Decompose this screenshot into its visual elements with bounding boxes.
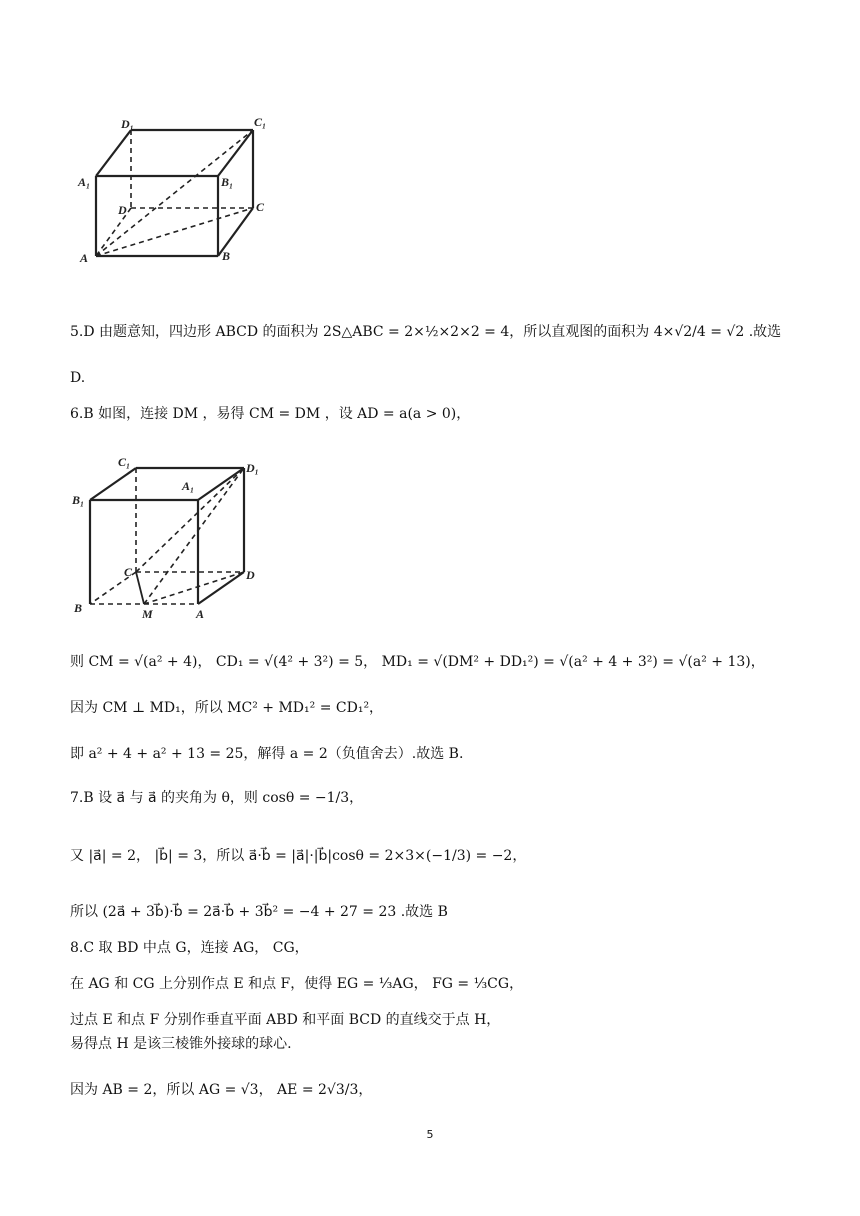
label-C: C — [256, 200, 265, 214]
label-A: A — [196, 607, 205, 621]
label-C: C — [124, 565, 133, 579]
page-number: 5 — [426, 1128, 434, 1141]
solution-5-line-1: 5.D 由题意知，四边形 ABCD 的面积为 2S△ABC = 2×½×2×2 = 4，所以直观图的面积为 4×√2/4 = √2 .故选 — [70, 324, 782, 340]
solution-8-line-4: 易得点 H 是该三棱锥外接球的球心. — [70, 1036, 292, 1052]
box-diagram-2 — [66, 452, 276, 622]
label-C1: C₁ — [254, 115, 267, 129]
label-A1: A₁ — [78, 175, 91, 189]
label-C1: C₁ — [118, 455, 131, 469]
solution-6-line-3: 因为 CM ⊥ MD₁，所以 MC² + MD₁² = CD₁²， — [70, 700, 384, 716]
solution-8-line-1: 8.C 取 BD 中点 G，连接 AG， CG， — [70, 940, 309, 956]
label-D: D — [246, 568, 255, 582]
solution-7-line-1: 7.B 设 a⃗ 与 a⃗ 的夹角为 θ，则 cosθ = −1/3， — [70, 790, 364, 806]
solution-8-line-2: 在 AG 和 CG 上分别作点 E 和点 F，使得 EG = ⅓AG， FG = ⅓CG， — [70, 976, 524, 992]
label-A: A — [80, 251, 89, 265]
solution-6-line-4: 即 a² + 4 + a² + 13 = 25，解得 a = 2（负值舍去）.故选 B. — [70, 746, 464, 762]
label-M: M — [142, 607, 153, 621]
label-B: B — [222, 249, 231, 263]
label-B: B — [74, 601, 83, 615]
figure-box-1 — [66, 110, 286, 270]
solution-6-line-2: 则 CM = √(a² + 4)， CD₁ = √(4² + 3²) = 5， MD₁ = √(DM² + DD₁²) = √(a² + 4 + 3²) = √(a² + 13)， — [70, 654, 765, 670]
figure-box-2 — [66, 452, 276, 622]
solution-5-line-2: D. — [70, 370, 86, 386]
label-D1: D₁ — [121, 117, 134, 131]
solution-8-line-3: 过点 E 和点 F 分别作垂直平面 ABD 和平面 BCD 的直线交于点 H， — [70, 1012, 501, 1028]
label-A1: A₁ — [182, 479, 195, 493]
solution-6-line-1: 6.B 如图，连接 DM ，易得 CM = DM ，设 AD = a(a > 0)， — [70, 406, 471, 422]
box-diagram-1 — [66, 110, 286, 270]
solution-7-line-2: 又 |a⃗| = 2， |b⃗| = 3，所以 a⃗·b⃗ = |a⃗|·|b⃗|cosθ = 2×3×(−1/3) = −2， — [70, 848, 527, 864]
label-B1: B₁ — [72, 493, 85, 507]
solution-8-line-5: 因为 AB = 2，所以 AG = √3， AE = 2√3/3， — [70, 1082, 373, 1098]
label-D1: D₁ — [246, 461, 259, 475]
solution-7-line-3: 所以 (2a⃗ + 3b⃗)·b⃗ = 2a⃗·b⃗ + 3b⃗² = −4 + 27 = 23 .故选 B — [70, 904, 448, 920]
label-D: D — [118, 203, 127, 217]
label-B1: B₁ — [221, 175, 234, 189]
